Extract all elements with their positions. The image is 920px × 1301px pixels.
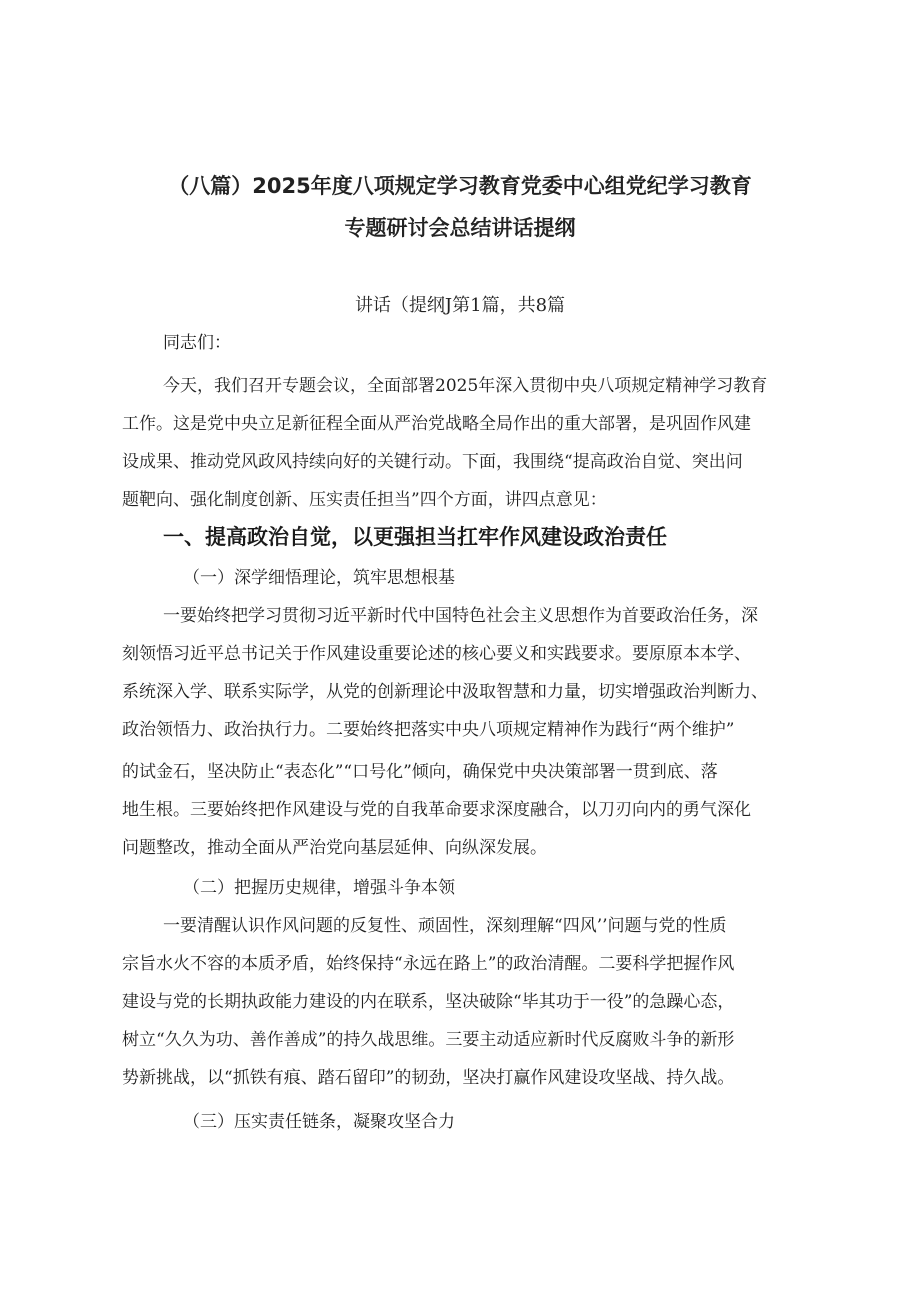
intro-line: 题靶向、强化制度创新、压实责任担当”四个方面，讲四点意见：	[122, 490, 607, 510]
paragraph-line: 的试金石，坚决防止“表态化”“口号化”倾向，确保党中央决策部署一贯到底、落	[122, 762, 718, 782]
section-heading-1: 一、提高政治自觉，以更强担当扛牢作风建设政治责任	[163, 525, 667, 549]
paragraph-line: 宗旨水火不容的本质矛盾，始终保持“永远在路上”的政治清醒。二要科学把握作风	[122, 954, 735, 974]
speech-subtitle: 讲话（提纲J第1篇，共8篇	[354, 295, 566, 316]
subsection-heading-2: （二）把握历史规律，增强斗争本领	[183, 878, 455, 898]
salutation: 同志们：	[163, 333, 231, 353]
paragraph-line: 一要始终把学习贯彻习近平新时代中国特色社会主义思想作为首要政治任务，深	[163, 606, 758, 626]
paragraph-line: 刻领悟习近平总书记关于作风建设重要论述的核心要义和实践要求。要原原本本学、	[122, 644, 751, 664]
paragraph-line: 政治领悟力、政治执行力。二要始终把落实中央八项规定精神作为践行“两个维护”	[122, 720, 735, 740]
paragraph-line: 建设与党的长期执政能力建设的内在联系，坚决破除“毕其功于一役”的急躁心态，	[122, 992, 735, 1012]
paragraph-line: 问题整改，推动全面从严治党向基层延伸、向纵深发展。	[122, 838, 547, 858]
intro-line: 工作。这是党中央立足新征程全面从严治党战略全局作出的重大部署，是巩固作风建	[122, 414, 751, 434]
intro-line: 设成果、推动党风政风持续向好的关键行动。下面，我围绕“提高政治自觉、突出问	[122, 452, 743, 472]
intro-line: 今天，我们召开专题会议，全面部署2025年深入贯彻中央八项规定精神学习教育	[163, 376, 768, 396]
paragraph-line: 地生根。三要始终把作风建设与党的自我革命要求深度融合，以刀刃向内的勇气深化	[122, 800, 751, 820]
paragraph-line: 树立“久久为功、善作善成”的持久战思维。三要主动适应新时代反腐败斗争的新形	[122, 1030, 735, 1050]
paragraph-line: 势新挑战，以“抓铁有痕、踏石留印”的韧劲，坚决打赢作风建设攻坚战、持久战。	[122, 1068, 735, 1088]
subsection-heading-1: （一）深学细悟理论，筑牢思想根基	[183, 568, 455, 588]
document-title-line-2: 专题研讨会总结讲话提纲	[344, 216, 576, 240]
subsection-heading-3: （三）压实责任链条，凝聚攻坚合力	[183, 1112, 455, 1132]
paragraph-line: 一要清醒认识作风问题的反复性、顽固性，深刻理解“四风’’问题与党的性质	[163, 916, 727, 936]
document-title-line-1: （八篇）2025年度八项规定学习教育党委中心组党纪学习教育	[168, 174, 752, 198]
paragraph-line: 系统深入学、联系实际学，从党的创新理论中汲取智慧和力量，切实增强政治判断力、	[122, 682, 768, 702]
